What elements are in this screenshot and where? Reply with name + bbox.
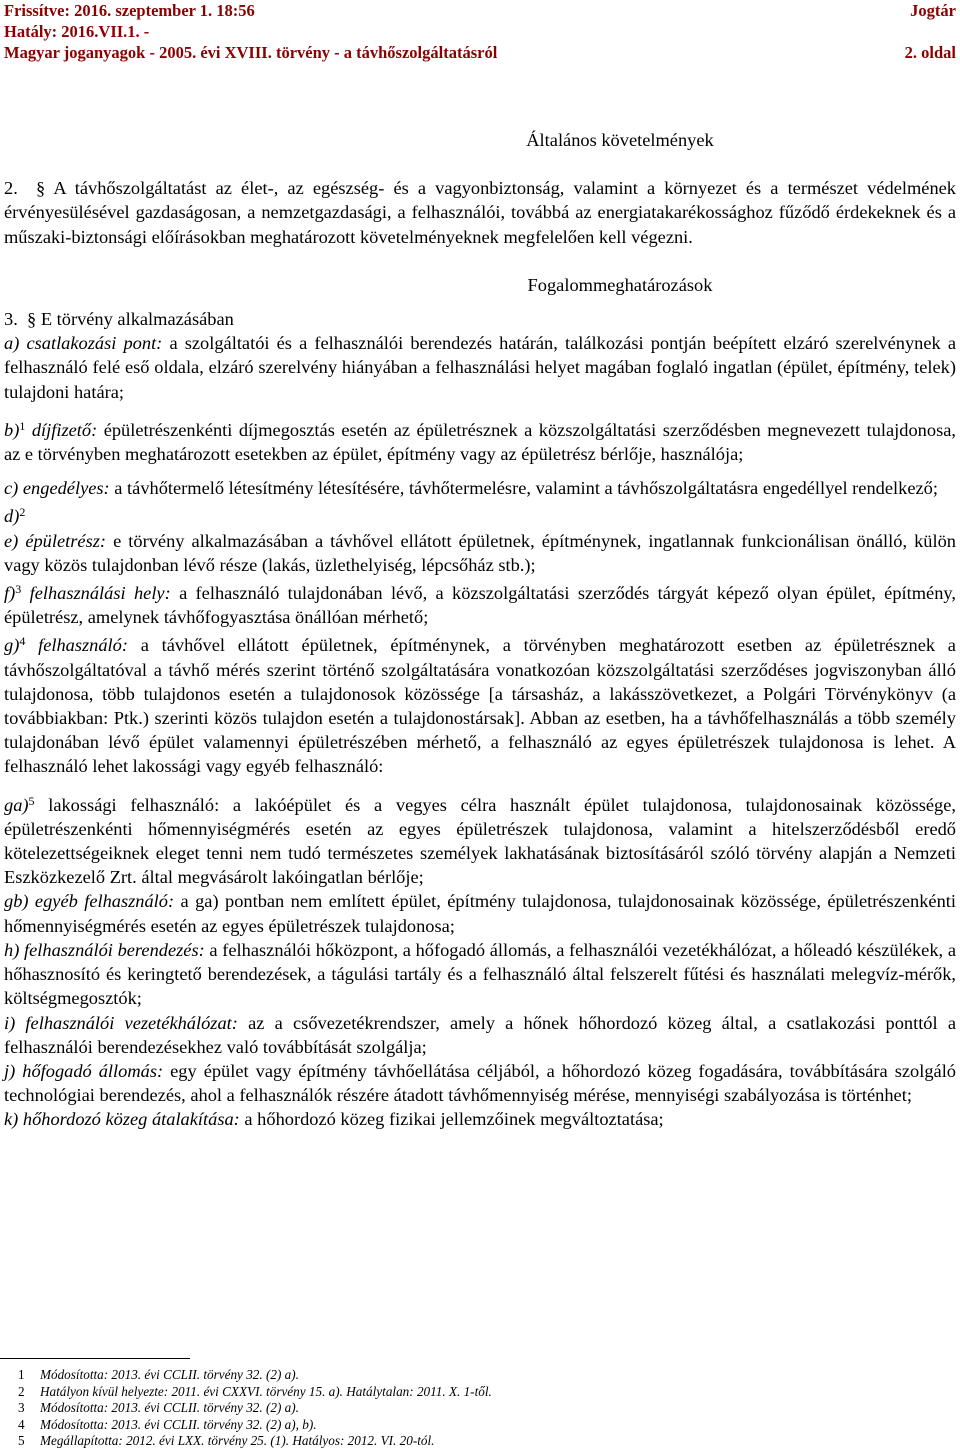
footnote-item: 5 Megállapította: 2012. évi LXX. törvény 25. (1). Hatályos: 2012. VI. 20-tól. [18, 1433, 435, 1449]
definition-term: c) engedélyes: [4, 478, 110, 499]
page-number: 2. oldal [904, 43, 956, 62]
footnote-ref[interactable]: 4 [19, 634, 26, 649]
definition-term: i) felhasználói vezetékhálózat: [4, 1012, 238, 1033]
definition-c: c) engedélyes: a távhőtermelő létesítmény létesítésére, távhőtermelésre, valamint a távhőszolgáltatásra engedéllyel rendelkező; [4, 478, 938, 499]
definition-term: k) hőhordozó közeg átalakítása: [4, 1109, 240, 1130]
update-timestamp: Frissítve: 2016. szeptember 1. 18:56 [4, 1, 255, 20]
section-3-intro: 3. § E törvény alkalmazásában [4, 309, 234, 330]
section-3-number: 3. [4, 309, 18, 330]
document-title: Magyar joganyagok - 2005. évi XVIII. törvény - a távhőszolgáltatásról [4, 43, 498, 62]
footnote-divider [0, 1358, 190, 1359]
publisher-name: Jogtár [910, 1, 956, 20]
footnote-ref[interactable]: 2 [19, 505, 26, 520]
section-heading-definitions: Fogalommeghatározások [527, 274, 713, 295]
section-2-text: A távhőszolgáltatást az élet-, az egészség- és a vagyonbiztonság, valamint a környezet és a természet védelmének érvényesülésével gazdaságosan, a nemzetgazdasági, a felhasználói, továbbá az energiatakarékossághoz fűződő érdekeknek és a műszaki-biztonsági előírásokban meghatározott követelményeknek megfelelően kell végezni. [4, 178, 956, 247]
definition-term: j) hőfogadó állomás: [4, 1060, 164, 1081]
section-symbol: § [27, 309, 37, 330]
footnote-ref[interactable]: 3 [15, 582, 22, 597]
section-heading-general: Általános követelmények [526, 130, 714, 150]
validity-range: Hatály: 2016.VII.1. - [4, 22, 150, 41]
definition-g: g)$^4$ felhasználó: a távhővel ellátott épületnek, építménynek, a törvényben meghatározott esetben az épületrésznek a távhőszolgáltatóval a távhő mérés szerint történő szolgáltatására vonatkozóan közszolgáltatási szerződéses jogviszonyban álló tulajdonosa, több tulajdonos esetén a tulajdonosok közössége [a társasház, a lakásszövetkezet, a Polgári Törvénykönyv (a továbbiakban: Ptk.) szerinti közös tulajdon esetén a tulajdonostársak]. Abban az esetben, ha a távhőfelhasználás a több személy tulajdonában lévő épület valamennyi épületrészében mérhető, a felhasználó az egyes épületrészek tulajdonosa is lehet. A felhasználó lehet lakossági vagy egyéb felhasználó: [4, 634, 956, 777]
definition-term: felhasználó: [38, 635, 128, 656]
definition-ga: ga)$^5$ lakossági felhasználó: a lakóépület és a vegyes célra használt épület tulajdonosa, tulajdonosainak közössége, épületrészenkénti hőmennyiségmérés esetén az egyes épületrészek tulajdonosa, valamint a hitelszerződésből eredő kötelezettségeiknek eleget tenni nem tudó természetes személyek lakhatásának biztosításáról szóló törvény alapján a Nemzeti Eszközkezelő Zrt. által megvásárolt lakóingatlan bérlője; [4, 793, 957, 888]
definition-term: h) felhasználói berendezés: [4, 939, 205, 960]
footnote-item: 3 Módosította: 2013. évi CCLII. törvény 32. (2) a). [18, 1400, 299, 1416]
section-symbol: § [36, 178, 46, 199]
footnote-item: 2 Hatályon kívül helyezte: 2011. évi CXXVI. törvény 15. a). Hatálytalan: 2011. X. 1-től. [18, 1383, 492, 1399]
definition-a: a) csatlakozási pont: a szolgáltatói és a felhasználói berendezés határán, találkozási pontján beépített elzáró szerelvénynek a felhasználó felé eső oldala, elzáró szerelvény hiányában a felhasználási helyet magában foglaló ingatlan (épület, építmény, telek) tulajdoni határa; [4, 333, 956, 402]
footnote-ref[interactable]: 1 [19, 418, 26, 433]
definition-f: f)$^3$ felhasználási hely: a felhasználó tulajdonában lévő, a közszolgáltatási szerződés tárgyát képező olyan épület, építmény, épületrész, amelynek távhőfogyasztása önállóan mérhető; [4, 582, 956, 628]
header-left [4, 0, 497, 63]
definition-term: e) épületrész: [4, 530, 107, 551]
definition-term: a) csatlakozási pont: [4, 333, 163, 354]
page-header [4, 0, 956, 68]
definition-e: e) épületrész: e törvény alkalmazásában a távhővel ellátott épületnek, építménynek, ingatlannak funkcionálisan önálló, külön vagy közös tulajdonban lévő része (lakás, üzlethelyiség, lépcsőház stb.); [4, 530, 956, 575]
document-body [4, 128, 956, 1132]
footnote-ref[interactable]: 5 [28, 793, 35, 808]
definition-b: b)$^1$ díjfizető: épületrészenkénti díjmegosztás esetén az épületrésznek a közszolgáltatási szerződésben megnevezett tulajdonosa, az e törvényben meghatározott esetekben az épület, építmény vagy az épületrész bérlője, használója; [4, 418, 956, 465]
definition-i: i) felhasználói vezetékhálózat: az a csővezetékrendszer, amely a hőnek hőhordozó közeg által, a csatlakozási ponttól a felhasználói berendezésekhez való továbbítását szolgálja; [4, 1012, 956, 1057]
footnote-item: 4 Módosította: 2013. évi CCLII. törvény 32. (2) a), b). [18, 1416, 317, 1432]
definition-d: d)$^2$ [4, 505, 26, 527]
definition-h: h) felhasználói berendezés: a felhasználói hőközpont, a hőfogadó állomás, a felhasználói vezetékhálózat, a hőleadó készülékek, a hőhasznosító és keringtető berendezések, a tágulási tartály és a felhasználó által felszerelt fűtési és használati melegvíz-mérők, költségmegosztók; [4, 939, 956, 1009]
footnotes [4, 1367, 956, 1450]
definition-term: gb) egyéb felhasználó: [4, 891, 175, 912]
footnote-item: 1 Módosította: 2013. évi CCLII. törvény 32. (2) a). [18, 1367, 299, 1382]
definition-term: felhasználási hely: [29, 583, 171, 604]
section-2-paragraph [4, 176, 956, 249]
definition-j: j) hőfogadó állomás: egy épület vagy építmény távhőellátása céljából, a hőhordozó közeg fogadására, továbbítására szolgáló technológiai berendezés, ahol a felhasználók részére átadott távhőmennyiség mérése, mennyiségi szabályozása is történhet; [4, 1060, 956, 1106]
header-right [905, 0, 956, 63]
definition-k: k) hőhordozó közeg átalakítása: a hőhordozó közeg fizikai jellemzőinek megváltoztatása; [4, 1109, 664, 1130]
definition-gb: gb) egyéb felhasználó: a ga) pontban nem említett épület, építmény tulajdonosa, tulajdonosainak közössége, épületrészenkénti hőmennyiségmérés esetén az egyes épületrészek tulajdonosa; [4, 891, 957, 936]
section-2-number: 2. [4, 178, 18, 199]
definition-term: díjfizető: [31, 419, 98, 440]
